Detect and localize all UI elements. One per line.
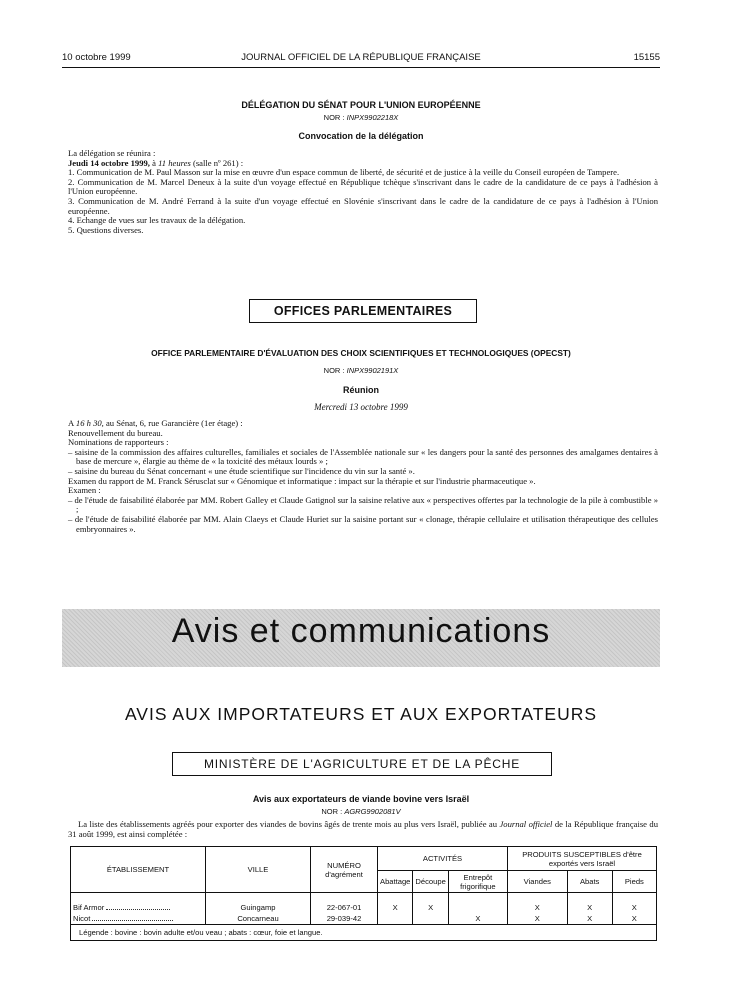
cell-numero: 22-067-01: [311, 893, 378, 914]
opecst-date: Mercredi 13 octobre 1999: [314, 402, 408, 412]
delegation-item: 2. Communication de M. Marcel Deneux à la suite d'un voyage effectué en République tchèque s'inscrivant dans le cadre de la candidature de ce pays à l'adhésion à l'Union européenne.: [68, 176, 658, 197]
cell-numero: 29-039-42: [311, 913, 378, 925]
cell-abats: X: [567, 913, 612, 925]
col-header-produits: PRODUITS SUSCEPTIBLES d'être exportés vers Israël: [508, 847, 657, 871]
notice-nor: NOR : AGRG9902081V: [321, 807, 401, 816]
col-header-entrepot: Entrepôt frigorifique: [448, 871, 507, 893]
page-number: 15155: [633, 52, 660, 63]
delegation-title: DÉLÉGATION DU SÉNAT POUR L'UNION EUROPÉENNE: [241, 100, 481, 110]
ministry-box: MINISTÈRE DE L'AGRICULTURE ET DE LA PÊCHE: [172, 752, 552, 776]
table-row: [71, 893, 657, 914]
issue-date: 10 octobre 1999: [62, 52, 131, 63]
opecst-nor: NOR : INPX9902191X: [323, 366, 399, 375]
delegation-intro: La délégation se réunira :: [68, 148, 156, 158]
opecst-title: OFFICE PARLEMENTAIRE D'ÉVALUATION DES CHOIX SCIENTIFIQUES ET TECHNOLOGIQUES (OPECST): [151, 348, 571, 358]
notice-intro: La liste des établissements agréés pour exporter des viandes de bovins âgés de trente mois au plus vers Israël, publiée au Journal officiel de la République française du 31 août 1999, est ainsi complétée :: [68, 819, 658, 839]
col-header-decoupe: Découpe: [413, 871, 448, 893]
opecst-time-line: A 16 h 30, au Sénat, 6, rue Garancière (1er étage) :: [68, 418, 243, 428]
cell-ville: Concarneau: [206, 913, 311, 925]
col-header-abattage: Abattage: [378, 871, 413, 893]
cell-pieds: X: [612, 913, 656, 925]
delegation-item: 5. Questions diverses.: [68, 224, 144, 235]
opecst-line: Renouvellement du bureau.: [68, 427, 163, 438]
notice-title: Avis aux exportateurs de viande bovine vers Israël: [252, 794, 470, 804]
opecst-subtitle: Réunion: [343, 385, 379, 395]
opecst-rapporteur-item: – saisine du bureau du Sénat concernant « une étude scientifique sur l'incidence du vin sur la santé ».: [68, 465, 415, 476]
opecst-examen-item: – de l'étude de faisabilité élaborée par MM. Robert Galley et Claude Gatignol sur la saisine relative aux « perspectives offertes par la technologie de la pile à combustible » ;: [68, 494, 658, 515]
journal-name: JOURNAL OFFICIEL DE LA RÉPUBLIQUE FRANÇAISE: [241, 52, 481, 63]
section-big-title: Avis et communications: [171, 612, 551, 650]
cell-etablissement: Bif Armor: [73, 903, 105, 912]
cell-abattage: [378, 913, 413, 925]
col-header-activites: ACTIVITÉS: [378, 847, 508, 871]
delegation-subtitle: Convocation de la délégation: [298, 131, 424, 141]
delegation-date: Jeudi 14 octobre 1999, à 11 heures (salle nº 261) :: [68, 157, 244, 168]
col-header-numero: NUMÉRO d'agrément: [311, 847, 378, 893]
col-header-viandes: Viandes: [508, 871, 568, 893]
delegation-item: 3. Communication de M. André Ferrand à la suite d'un voyage effectué en Slovénie s'inscrivant dans le cadre de la candidature de ce pays à l'adhésion à l'Union européenne.: [68, 195, 658, 216]
running-header: [62, 52, 660, 66]
table-row: [71, 913, 657, 925]
opecst-body: [68, 419, 658, 534]
header-rule: [62, 67, 660, 68]
cell-pieds: X: [612, 893, 656, 914]
table-legend: Légende : bovine : bovin adulte et/ou veau ; abats : cœur, foie et langue.: [71, 925, 657, 941]
cell-ville: Guingamp: [206, 893, 311, 914]
cell-entrepot: X: [448, 913, 507, 925]
delegation-body: [68, 149, 658, 235]
delegation-item: 1. Communication de M. Paul Masson sur la mise en œuvre d'un espace commun de liberté, de sécurité et de justice à la veille du Conseil européen de Tampere.: [68, 167, 620, 178]
cell-decoupe: [413, 913, 448, 925]
delegation-item: 4. Echange de vues sur les travaux de la délégation.: [68, 215, 246, 226]
offices-box-title: OFFICES PARLEMENTAIRES: [249, 299, 477, 323]
col-header-abats: Abats: [567, 871, 612, 893]
col-header-pieds: Pieds: [612, 871, 656, 893]
cell-abattage: X: [378, 893, 413, 914]
establishments-table: [70, 846, 657, 941]
cell-viandes: X: [508, 893, 568, 914]
opecst-rapporteur-item: – saisine de la commission des affaires culturelles, familiales et sociales de l'Assemblée nationale sur « les dangers pour la santé des personnes des amalgames dentaires à base de mercure », élargie au thème de « la toxicité des métaux lourds » ;: [68, 446, 658, 467]
cell-viandes: X: [508, 913, 568, 925]
cell-etablissement: Nicot: [73, 914, 91, 923]
delegation-nor: NOR : INPX9902218X: [323, 113, 399, 122]
cell-decoupe: X: [413, 893, 448, 914]
cell-entrepot: [448, 893, 507, 914]
opecst-examen-rapport: Examen du rapport de M. Franck Sérusclat sur « Génomique et informatique : impact sur la thérapie et sur l'industrie pharmaceutique ».: [68, 475, 536, 486]
opecst-examen-item: – de l'étude de faisabilité élaborée par MM. Alain Claeys et Claude Huriet sur la saisine portant sur « clonage, thérapie cellulaire et utilisation thérapeutique des cellules embryonnaires ».: [68, 513, 658, 534]
avis-title: AVIS AUX IMPORTATEURS ET AUX EXPORTATEURS: [124, 704, 598, 724]
cell-abats: X: [567, 893, 612, 914]
col-header-ville: VILLE: [206, 847, 311, 893]
opecst-examen-label: Examen :: [68, 485, 101, 496]
col-header-etablissement: ÉTABLISSEMENT: [71, 847, 206, 893]
opecst-line: Nominations de rapporteurs :: [68, 437, 169, 448]
